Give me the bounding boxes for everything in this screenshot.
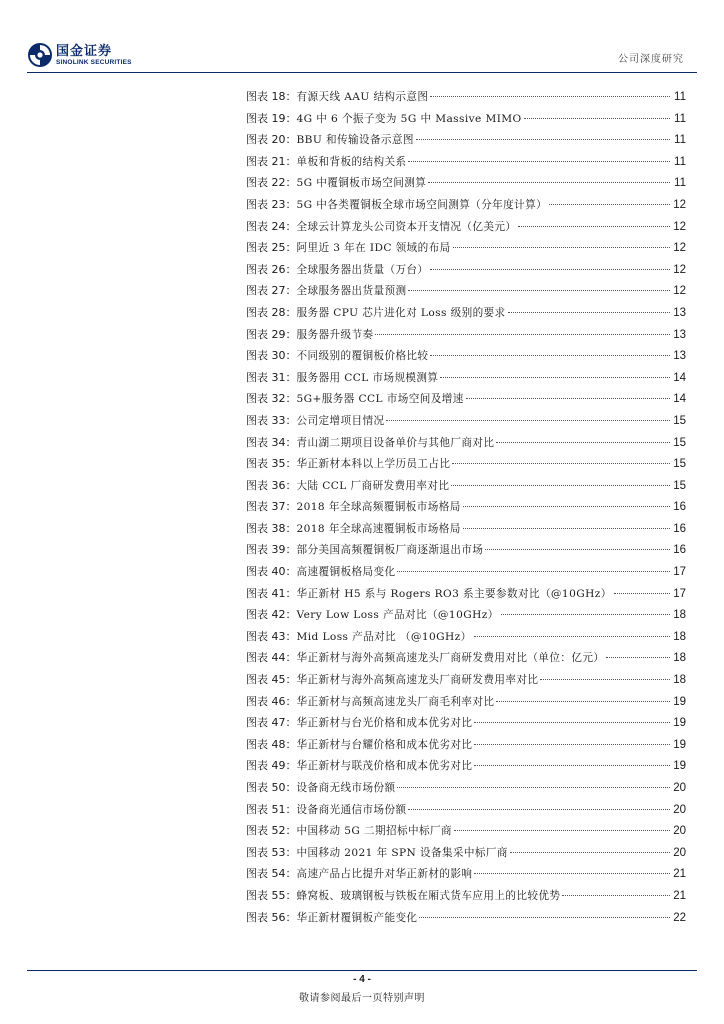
toc-entry-title: 阿里近 3 年在 IDC 领域的布局 xyxy=(296,242,451,255)
toc-entry-title: 大陆 CCL 厂商研发费用率对比 xyxy=(296,479,450,492)
figure-table-of-contents xyxy=(246,86,686,928)
toc-dot-leader xyxy=(419,916,670,918)
toc-entry-title: BBU 和传输设备示意图 xyxy=(296,134,414,147)
toc-entry[interactable] xyxy=(246,86,686,108)
page-number: - 4 - xyxy=(353,974,371,985)
toc-entry-label: 图表 49： xyxy=(246,759,297,773)
toc-entry-label: 图表 20： xyxy=(246,133,297,147)
toc-entry-label: 图表 51： xyxy=(246,802,297,816)
toc-entry[interactable] xyxy=(246,172,686,194)
toc-entry-label: 图表 53： xyxy=(246,845,297,859)
toc-entry-page: 12 xyxy=(673,285,686,298)
toc-entry-page: 12 xyxy=(673,263,686,276)
toc-entry-title: 单板和背板的结构关系 xyxy=(296,155,407,168)
toc-entry-label: 图表 44： xyxy=(246,651,297,665)
toc-entry-page: 21 xyxy=(673,889,686,902)
company-logo xyxy=(27,40,132,70)
toc-entry[interactable] xyxy=(246,755,686,777)
toc-entry-page: 11 xyxy=(674,177,686,190)
toc-entry[interactable] xyxy=(246,302,686,324)
toc-entry-label: 图表 41： xyxy=(246,586,297,600)
toc-entry-label: 图表 43： xyxy=(246,629,297,643)
toc-dot-leader xyxy=(524,117,670,119)
toc-entry-page: 20 xyxy=(673,825,686,838)
toc-dot-leader xyxy=(416,138,670,140)
logo-chinese-name: 国金证券 xyxy=(56,43,113,59)
toc-entry-page: 16 xyxy=(673,544,686,557)
toc-entry-title: 设备商无线市场份额 xyxy=(296,782,396,794)
toc-dot-leader xyxy=(430,354,670,356)
toc-entry-page: 13 xyxy=(673,328,686,341)
toc-entry[interactable] xyxy=(246,475,686,497)
page-header xyxy=(0,0,724,80)
toc-entry-label: 图表 45： xyxy=(246,673,297,687)
toc-entry-title: 蜂窝板、玻璃钢板与铁板在厢式货车应用上的比较优势 xyxy=(296,889,561,902)
toc-dot-leader xyxy=(375,333,670,335)
toc-entry-page: 16 xyxy=(673,522,686,535)
toc-entry-title: 中国移动 2021 年 SPN 设备集采中标厂商 xyxy=(296,846,508,859)
toc-entry-title: 高速产品占比提升对华正新材的影响 xyxy=(296,868,473,881)
toc-dot-leader xyxy=(496,700,670,702)
toc-entry[interactable] xyxy=(246,561,686,583)
toc-entry-title: 服务器 CPU 芯片进化对 Loss 级别的要求 xyxy=(296,306,506,319)
toc-entry-title: 设备商光通信市场份额 xyxy=(296,803,407,816)
toc-entry-title: Mid Loss 产品对比 （@10GHz） xyxy=(296,630,472,643)
toc-entry-label: 图表 24： xyxy=(246,219,297,233)
toc-entry-page: 19 xyxy=(673,738,686,751)
toc-entry-label: 图表 26： xyxy=(246,262,297,276)
toc-entry-page: 13 xyxy=(673,306,686,319)
toc-entry-label: 图表 18： xyxy=(246,90,297,103)
toc-entry-title: 华正新材本科以上学历员工占比 xyxy=(296,458,451,471)
toc-entry-label: 图表 56： xyxy=(246,910,297,924)
toc-entry-page: 20 xyxy=(673,846,686,859)
toc-dot-leader xyxy=(428,181,670,183)
toc-entry[interactable] xyxy=(246,108,686,130)
toc-dot-leader xyxy=(474,764,670,766)
toc-entry-label: 图表 22： xyxy=(246,176,297,190)
toc-entry-page: 18 xyxy=(673,630,686,643)
toc-entry-label: 图表 19： xyxy=(246,111,297,125)
toc-dot-leader xyxy=(510,851,670,853)
toc-entry[interactable] xyxy=(246,777,686,799)
toc-entry[interactable] xyxy=(246,367,686,389)
toc-entry-title: 全球服务器出货量预测 xyxy=(296,285,407,298)
toc-entry-page: 11 xyxy=(674,112,686,125)
toc-entry-label: 图表 29： xyxy=(246,327,297,341)
toc-entry-label: 图表 37： xyxy=(246,500,297,514)
toc-entry-page: 21 xyxy=(673,868,686,881)
toc-entry-label: 图表 52： xyxy=(246,824,297,838)
toc-dot-leader xyxy=(540,678,670,680)
toc-entry-label: 图表 50： xyxy=(246,781,297,794)
toc-dot-leader xyxy=(397,786,670,788)
toc-entry[interactable] xyxy=(246,518,686,540)
toc-entry-page: 20 xyxy=(673,803,686,816)
toc-entry-title: 华正新材与海外高频高速龙头厂商研发费用对比（单位：亿元） xyxy=(296,652,605,665)
toc-entry[interactable] xyxy=(246,712,686,734)
toc-entry-page: 17 xyxy=(673,587,686,600)
toc-entry-label: 图表 36： xyxy=(246,478,297,492)
toc-entry-page: 18 xyxy=(673,652,686,665)
toc-entry[interactable] xyxy=(246,885,686,907)
toc-dot-leader xyxy=(408,808,670,810)
toc-entry[interactable] xyxy=(246,907,686,929)
toc-dot-leader xyxy=(408,160,670,162)
toc-entry-title: 有源天线 AAU 结构示意图 xyxy=(296,91,429,103)
toc-entry-page: 11 xyxy=(674,134,686,147)
toc-entry-title: 华正新材覆铜板产能变化 xyxy=(296,911,418,924)
toc-entry-title: 华正新材与海外高频高速龙头厂商研发费用率对比 xyxy=(296,674,539,687)
toc-entry-title: 部分美国高频覆铜板厂商逐渐退出市场 xyxy=(296,544,484,557)
toc-entry[interactable] xyxy=(246,691,686,713)
document-type: 公司深度研究 xyxy=(618,54,684,65)
toc-entry-label: 图表 35： xyxy=(246,457,297,471)
toc-entry-label: 图表 33： xyxy=(246,413,297,427)
toc-dot-leader xyxy=(508,311,670,313)
toc-entry-page: 12 xyxy=(673,198,686,211)
toc-entry-title: 5G 中各类覆铜板全球市场空间测算（分年度计算） xyxy=(296,198,548,211)
toc-entry-title: 中国移动 5G 二期招标中标厂商 xyxy=(296,825,452,838)
toc-entry[interactable] xyxy=(246,259,686,281)
toc-entry-label: 图表 42： xyxy=(246,608,297,622)
toc-entry[interactable] xyxy=(246,734,686,756)
toc-entry-title: 2018 年全球高速覆铜板市场格局 xyxy=(296,522,461,535)
toc-dot-leader xyxy=(453,246,670,248)
toc-entry-label: 图表 32： xyxy=(246,392,297,406)
toc-entry-page: 18 xyxy=(673,609,686,622)
toc-entry-page: 11 xyxy=(674,155,686,168)
toc-entry-label: 图表 38： xyxy=(246,521,297,535)
toc-entry-page: 19 xyxy=(673,760,686,773)
toc-entry-label: 图表 31： xyxy=(246,370,297,384)
toc-entry[interactable] xyxy=(246,863,686,885)
toc-entry-title: 全球服务器出货量（万台） xyxy=(296,263,429,276)
toc-dot-leader xyxy=(440,376,670,378)
toc-dot-leader xyxy=(606,656,670,658)
toc-entry[interactable] xyxy=(246,669,686,691)
toc-entry-title: 不同级别的覆铜板价格比较 xyxy=(296,350,429,363)
toc-dot-leader xyxy=(397,570,670,572)
toc-entry-title: 高速覆铜板格局变化 xyxy=(296,566,396,579)
toc-dot-leader xyxy=(562,894,670,896)
toc-entry-page: 15 xyxy=(673,458,686,471)
toc-dot-leader xyxy=(463,505,670,507)
toc-entry-page: 12 xyxy=(673,242,686,255)
footer-divider xyxy=(27,970,697,971)
toc-entry-label: 图表 54： xyxy=(246,867,297,881)
toc-dot-leader xyxy=(466,397,670,399)
toc-entry-label: 图表 21： xyxy=(246,154,297,168)
toc-entry-title: 青山湖二期项目设备单价与其他厂商对比 xyxy=(296,436,495,449)
toc-dot-leader xyxy=(474,872,670,874)
toc-entry-page: 19 xyxy=(673,717,686,730)
toc-entry[interactable] xyxy=(246,280,686,302)
toc-entry-label: 图表 27： xyxy=(246,284,297,298)
toc-dot-leader xyxy=(474,743,670,745)
toc-entry[interactable] xyxy=(246,410,686,432)
toc-entry[interactable] xyxy=(246,604,686,626)
toc-entry-label: 图表 55： xyxy=(246,888,297,902)
toc-entry[interactable] xyxy=(246,647,686,669)
toc-entry-title: 华正新材与高频高速龙头厂商毛利率对比 xyxy=(296,695,495,708)
toc-entry-title: 服务器用 CCL 市场规模测算 xyxy=(296,371,439,384)
toc-entry-label: 图表 28： xyxy=(246,305,297,319)
toc-entry-label: 图表 34： xyxy=(246,435,297,449)
toc-entry[interactable] xyxy=(246,453,686,475)
toc-entry-page: 16 xyxy=(673,501,686,514)
toc-dot-leader xyxy=(501,613,670,615)
toc-dot-leader xyxy=(474,635,670,637)
toc-dot-leader xyxy=(386,419,670,421)
toc-dot-leader xyxy=(614,592,670,594)
toc-dot-leader xyxy=(451,484,670,486)
toc-entry-title: 全球云计算龙头公司资本开支情况（亿美元） xyxy=(296,220,517,233)
toc-entry-page: 15 xyxy=(673,436,686,449)
toc-entry-title: 华正新材与台光价格和成本优劣对比 xyxy=(296,717,473,730)
toc-entry[interactable] xyxy=(246,842,686,864)
toc-entry[interactable] xyxy=(246,324,686,346)
toc-entry-title: 华正新材与联茂价格和成本优劣对比 xyxy=(296,760,473,773)
toc-entry[interactable] xyxy=(246,388,686,410)
toc-entry[interactable] xyxy=(246,820,686,842)
toc-entry[interactable] xyxy=(246,799,686,821)
toc-entry[interactable] xyxy=(246,194,686,216)
toc-entry[interactable] xyxy=(246,432,686,454)
toc-entry[interactable] xyxy=(246,237,686,259)
toc-entry-page: 12 xyxy=(673,220,686,233)
footer-disclaimer: 敬请参阅最后一页特别声明 xyxy=(299,993,425,1004)
toc-entry-title: 4G 中 6 个振子变为 5G 中 Massive MIMO xyxy=(296,112,522,125)
toc-entry-page: 13 xyxy=(673,350,686,363)
toc-entry[interactable] xyxy=(246,539,686,561)
toc-entry-title: 公司定增项目情况 xyxy=(296,414,385,427)
toc-entry[interactable] xyxy=(246,626,686,648)
toc-entry-label: 图表 47： xyxy=(246,716,297,730)
toc-entry-page: 14 xyxy=(673,371,686,384)
toc-entry[interactable] xyxy=(246,345,686,367)
toc-dot-leader xyxy=(454,829,670,831)
toc-dot-leader xyxy=(452,462,670,464)
toc-entry-page: 18 xyxy=(673,674,686,687)
toc-entry-label: 图表 23： xyxy=(246,197,297,211)
toc-entry[interactable] xyxy=(246,129,686,151)
toc-entry-label: 图表 25： xyxy=(246,241,297,255)
toc-dot-leader xyxy=(408,289,670,291)
toc-dot-leader xyxy=(430,268,670,270)
toc-entry-label: 图表 48： xyxy=(246,737,297,751)
toc-entry-page: 19 xyxy=(673,695,686,708)
toc-entry[interactable] xyxy=(246,151,686,173)
toc-dot-leader xyxy=(518,225,670,227)
toc-entry-title: 华正新材 H5 系与 Rogers RO3 系主要参数对比（@10GHz） xyxy=(296,587,612,600)
toc-dot-leader xyxy=(549,203,670,205)
toc-entry-title: 5G+服务器 CCL 市场空间及增速 xyxy=(296,393,464,406)
toc-entry[interactable] xyxy=(246,583,686,605)
header-divider xyxy=(27,72,697,73)
toc-entry-title: Very Low Loss 产品对比（@10GHz） xyxy=(296,609,499,622)
toc-entry-label: 图表 40： xyxy=(246,565,297,579)
toc-entry-label: 图表 30： xyxy=(246,349,297,363)
toc-entry-page: 17 xyxy=(673,566,686,579)
toc-dot-leader xyxy=(496,441,670,443)
toc-entry-title: 5G 中覆铜板市场空间测算 xyxy=(296,177,427,190)
toc-entry-page: 14 xyxy=(673,393,686,406)
toc-entry-page: 11 xyxy=(674,91,686,103)
toc-entry-label: 图表 39： xyxy=(246,543,297,557)
toc-entry-page: 20 xyxy=(673,782,686,794)
toc-dot-leader xyxy=(474,721,670,723)
toc-entry-page: 22 xyxy=(673,911,686,924)
toc-dot-leader xyxy=(430,95,670,97)
toc-entry-title: 服务器升级节奏 xyxy=(296,328,374,341)
logo-english-name: SINOLINK SECURITIES xyxy=(56,58,132,66)
toc-entry-page: 15 xyxy=(673,479,686,492)
toc-dot-leader xyxy=(485,548,670,550)
toc-entry[interactable] xyxy=(246,216,686,238)
toc-entry-title: 华正新材与台耀价格和成本优劣对比 xyxy=(296,738,473,751)
toc-dot-leader xyxy=(463,527,670,529)
sinolink-logo-icon xyxy=(27,42,53,68)
toc-entry-page: 15 xyxy=(673,414,686,427)
toc-entry-label: 图表 46： xyxy=(246,694,297,708)
toc-entry-title: 2018 年全球高频覆铜板市场格局 xyxy=(296,501,461,514)
toc-entry[interactable] xyxy=(246,496,686,518)
